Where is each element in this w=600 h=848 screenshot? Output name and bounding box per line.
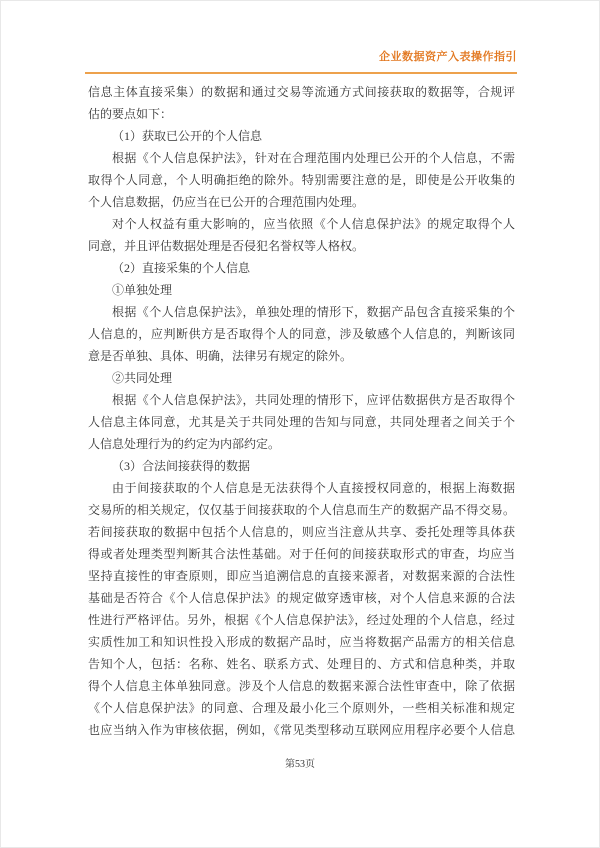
page-number: 第53页 <box>285 759 315 770</box>
text-line: 对个人权益有重大影响的，应当依照《个人信息保护法》的规定取得个人 <box>112 217 515 231</box>
paragraph <box>88 301 515 367</box>
paragraph <box>88 213 515 257</box>
text-line: （2）直接采集的个人信息 <box>112 261 251 275</box>
paragraph <box>88 125 515 147</box>
text-line: 根据《个人信息保护法》，针对在合理范围内处理已公开的个人信息，不需 <box>112 151 515 165</box>
text-line: 告知个人，包括：名称、姓名、联系方式、处理目的、方式和信息种类，并取 <box>88 657 515 671</box>
text-line: 也应当纳入作为审核依据，例如，《常见类型移动互联网应用程序必要个人信息 <box>88 723 515 737</box>
paragraph <box>88 81 515 125</box>
text-line: 根据《个人信息保护法》，单独处理的情形下，数据产品包含直接采集的个 <box>112 305 515 319</box>
paragraph <box>88 477 515 741</box>
page-header <box>85 47 517 74</box>
paragraph <box>88 147 515 213</box>
paragraph <box>88 257 515 279</box>
text-line: 由于间接获取的个人信息是无法获得个人直接授权同意的，根据上海数据 <box>112 481 515 495</box>
text-line: 信息主体直接采集）的数据和通过交易等流通方式间接获取的数据等，合规评 <box>88 85 515 99</box>
text-line: 个人信息数据，仍应当在已公开的合理范围内处理。 <box>88 195 365 209</box>
text-line: 人信息主体同意，尤其是关于共同处理的告知与同意，共同处理者之间关于个 <box>88 415 515 429</box>
text-line: 同意，并且评估数据处理是否侵犯名誉权等人格权。 <box>88 239 365 253</box>
text-line: 得或者处理类型判断其合法性基础。对于任何的间接获取形式的审查，均应当 <box>88 547 515 561</box>
paragraph <box>88 367 515 389</box>
text-line: 交易所的相关规定，仅仅基于间接获取的个人信息而生产的数据产品不得交易。 <box>88 503 515 517</box>
text-line: 得个人信息主体单独同意。涉及个人信息的数据来源合法性审查中，除了依据 <box>88 679 515 693</box>
text-line: ②共同处理 <box>112 371 173 385</box>
paragraph <box>88 455 515 477</box>
text-line: ①单独处理 <box>112 283 173 297</box>
text-line: 取得个人同意，个人明确拒绝的除外。特别需要注意的是，即使是公开收集的 <box>88 173 515 187</box>
text-line: 估的要点如下： <box>88 107 173 121</box>
text-line: （3）合法间接获得的数据 <box>112 459 251 473</box>
paragraph <box>88 279 515 301</box>
text-line: 基础是否符合《个人信息保护法》的规定做穿透审核，对个人信息来源的合法 <box>88 591 515 605</box>
text-line: 性进行严格评估。另外，根据《个人信息保护法》，经过处理的个人信息，经过 <box>88 613 515 627</box>
text-line: 坚持直接性的审查原则，即应当追溯信息的直接来源者，对数据来源的合法性 <box>88 569 515 583</box>
text-line: 意是否单独、具体、明确，法律另有规定的除外。 <box>88 349 353 363</box>
text-line: 人信息的，应判断供方是否取得个人的同意，涉及敏感个人信息的，判断该同 <box>88 327 515 341</box>
text-line: 实质性加工和知识性投入形成的数据产品时，应当将数据产品需方的相关信息 <box>88 635 515 649</box>
text-line: 若间接获取的数据中包括个人信息的，则应当注意从共享、委托处理等具体获 <box>88 525 515 539</box>
page-footer <box>0 754 600 772</box>
text-line: 《个人信息保护法》的同意、合理及最小化三个原则外，一些相关标准和规定 <box>88 701 515 715</box>
paragraph <box>88 389 515 455</box>
document-body <box>88 81 515 741</box>
text-line: 人信息处理行为的约定为内部约定。 <box>88 437 281 451</box>
text-line: 根据《个人信息保护法》，共同处理的情形下，应评估数据供方是否取得个 <box>112 393 515 407</box>
text-line: （1）获取已公开的个人信息 <box>112 129 263 143</box>
header-title: 企业数据资产入表操作指引 <box>379 51 517 63</box>
